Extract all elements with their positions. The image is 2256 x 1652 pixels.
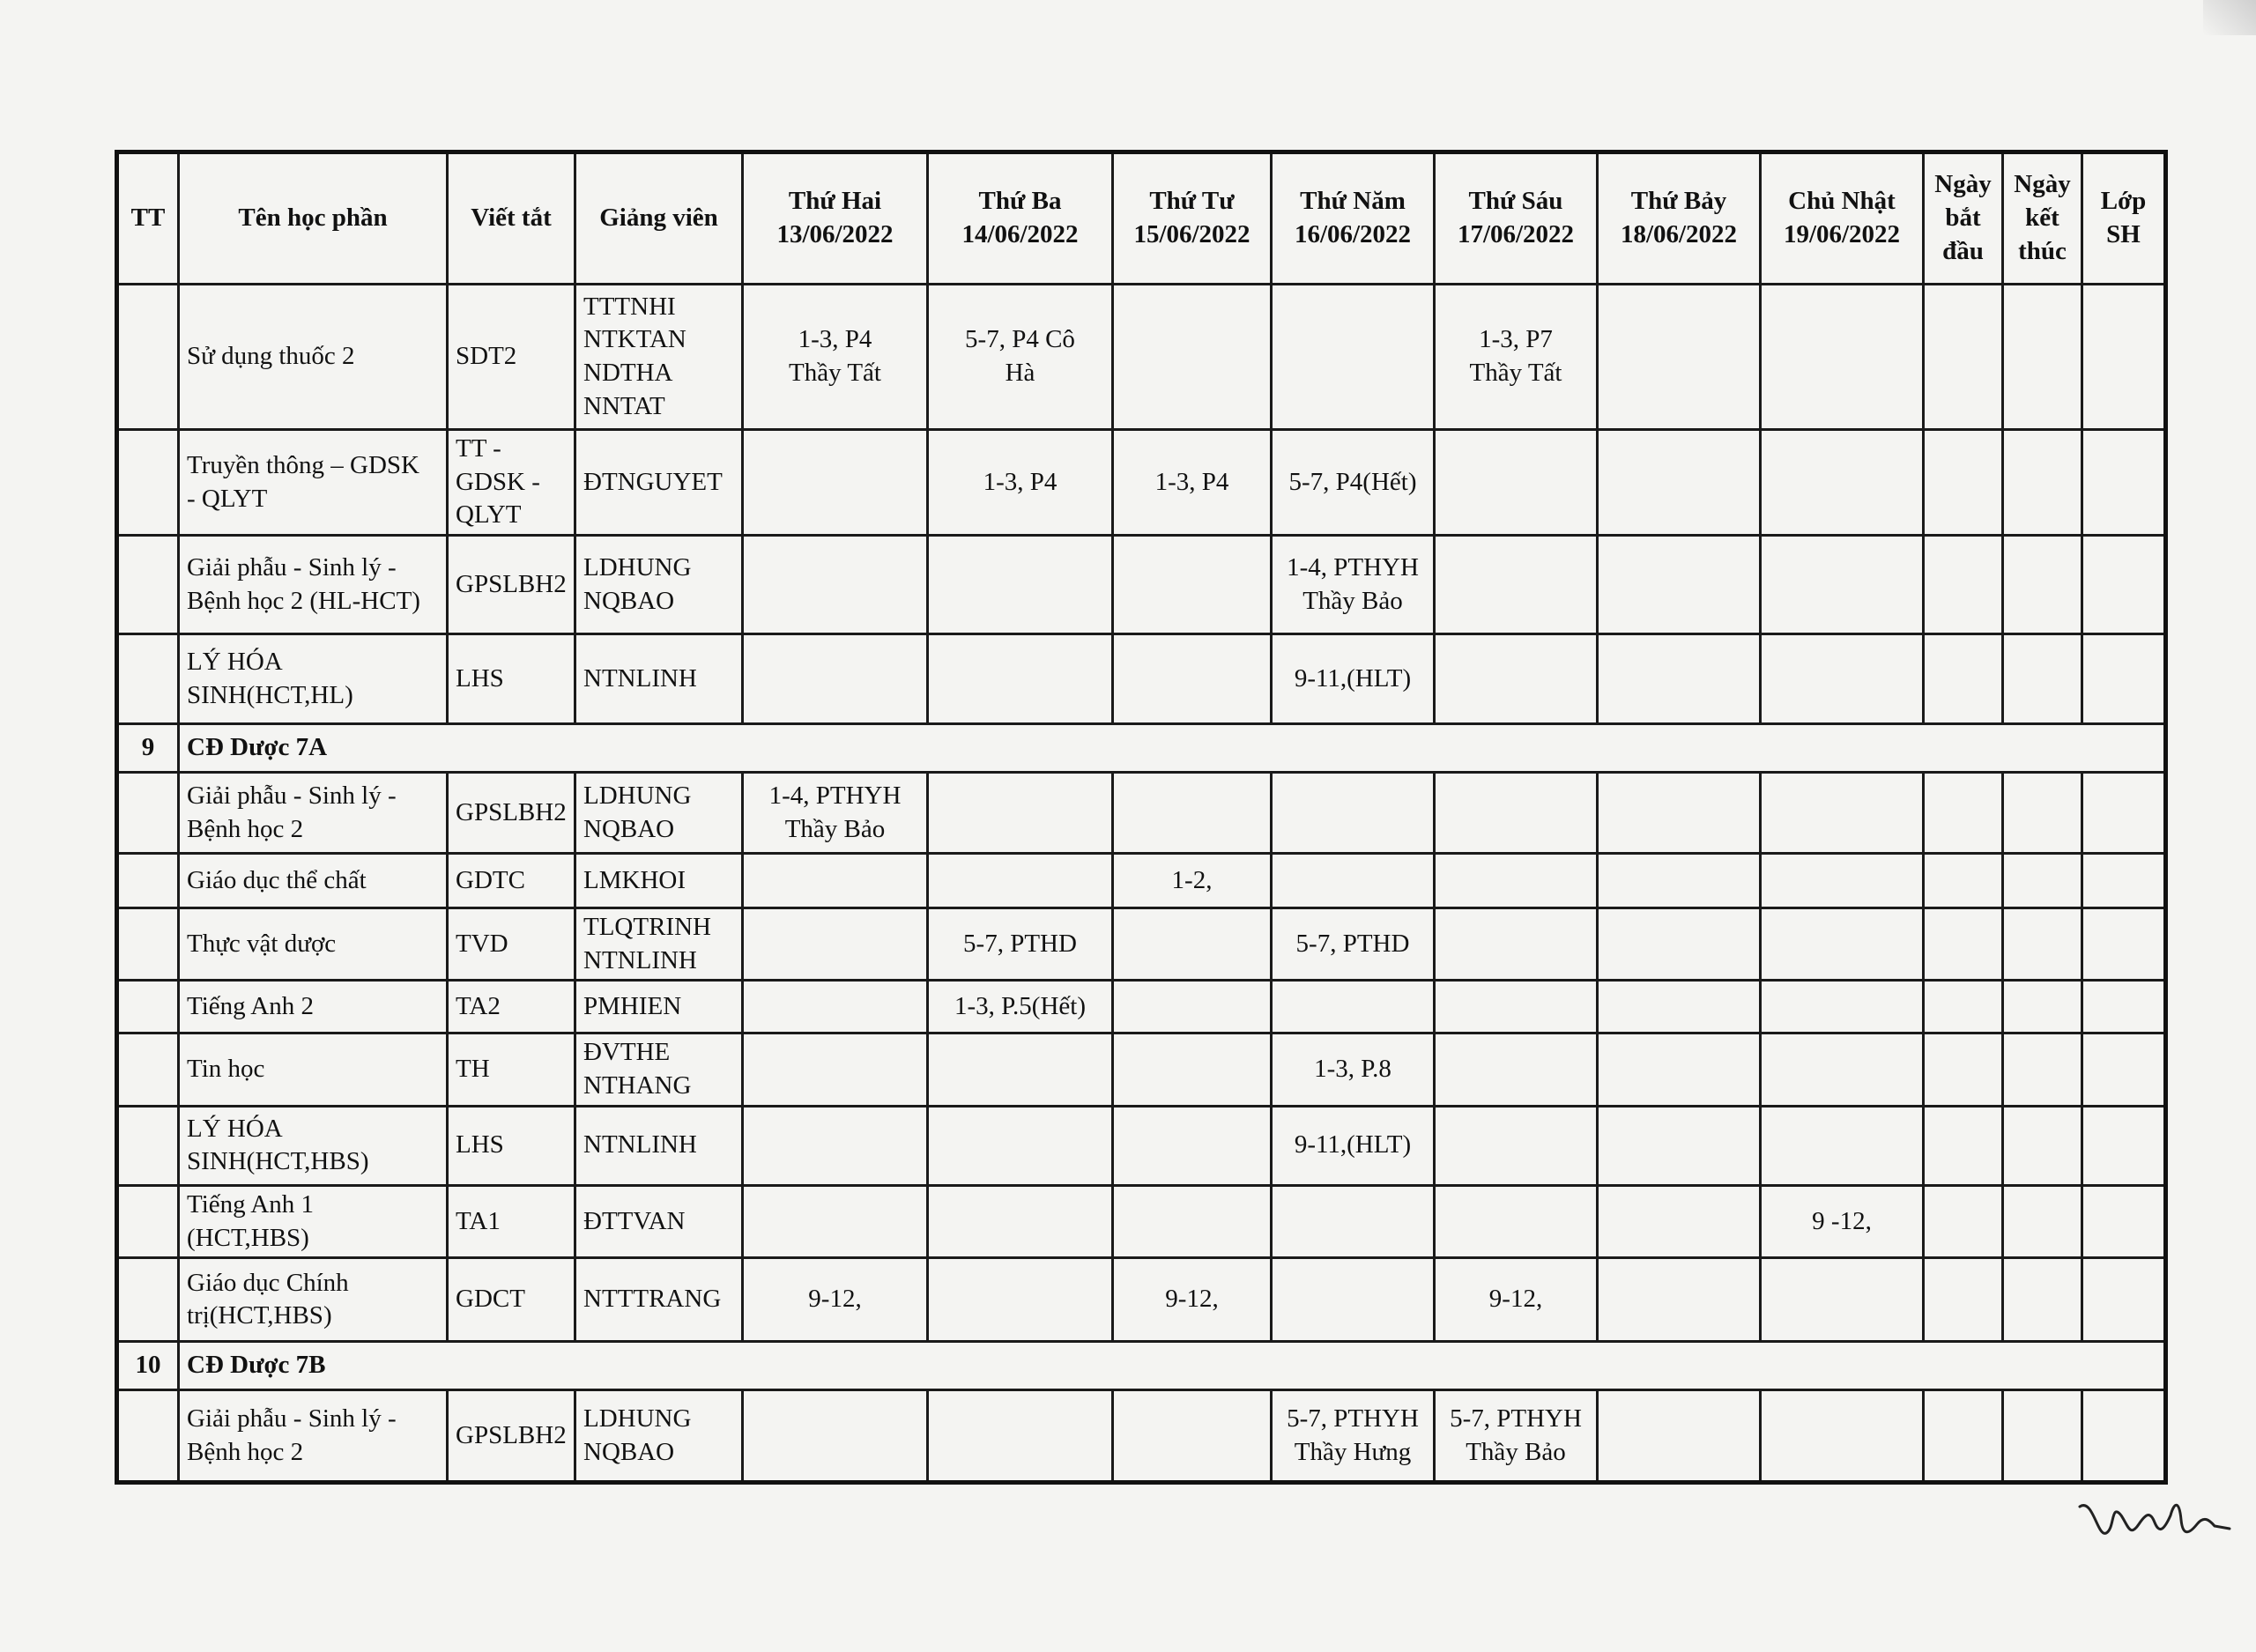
cell-end xyxy=(2003,854,2082,908)
cell-start xyxy=(1924,1185,2003,1257)
cell-mon xyxy=(743,981,928,1033)
cell-thu: 9-11,(HLT) xyxy=(1272,634,1435,724)
cell-tt xyxy=(117,634,179,724)
cell-course: Giải phẫu - Sinh lý - Bệnh học 2 (HL-HCT) xyxy=(179,536,448,634)
cell-end xyxy=(2003,1390,2082,1483)
cell-course: Giáo dục thể chất xyxy=(179,854,448,908)
cell-thu: 5-7, PTHYH Thầy Hưng xyxy=(1272,1390,1435,1483)
cell-class xyxy=(2082,854,2166,908)
cell-abbr: GPSLBH2 xyxy=(448,536,575,634)
cell-end xyxy=(2003,1033,2082,1106)
cell-mon xyxy=(743,430,928,536)
cell-fri xyxy=(1435,430,1598,536)
schedule-table xyxy=(115,150,2168,1485)
cell-fri xyxy=(1435,854,1598,908)
cell-fri: 9-12, xyxy=(1435,1258,1598,1342)
table-row xyxy=(117,1185,2166,1257)
cell-end xyxy=(2003,1258,2082,1342)
cell-course: Giải phẫu - Sinh lý - Bệnh học 2 xyxy=(179,773,448,854)
cell-wed xyxy=(1113,1185,1272,1257)
cell-lecturer: ĐTNGUYET xyxy=(575,430,743,536)
cell-lecturer: NTNLINH xyxy=(575,1106,743,1185)
cell-wed: 1-2, xyxy=(1113,854,1272,908)
cell-start xyxy=(1924,1033,2003,1106)
cell-tue xyxy=(928,634,1113,724)
table-row xyxy=(117,1106,2166,1185)
cell-wed: 1-3, P4 xyxy=(1113,430,1272,536)
cell-end xyxy=(2003,981,2082,1033)
cell-sat xyxy=(1598,1390,1761,1483)
cell-tue xyxy=(928,854,1113,908)
header-lecturer: Giảng viên xyxy=(575,152,743,285)
cell-class xyxy=(2082,430,2166,536)
cell-mon xyxy=(743,634,928,724)
cell-start xyxy=(1924,1106,2003,1185)
cell-mon: 9-12, xyxy=(743,1258,928,1342)
cell-sun xyxy=(1761,1390,1924,1483)
cell-sat xyxy=(1598,285,1761,430)
cell-sat xyxy=(1598,908,1761,981)
cell-start xyxy=(1924,981,2003,1033)
header-end-date: Ngày kết thúc xyxy=(2003,152,2082,285)
cell-class xyxy=(2082,981,2166,1033)
cell-class xyxy=(2082,536,2166,634)
table-row xyxy=(117,1258,2166,1342)
cell-lecturer: ĐTTVAN xyxy=(575,1185,743,1257)
cell-start xyxy=(1924,634,2003,724)
cell-tue xyxy=(928,1106,1113,1185)
cell-wed xyxy=(1113,1106,1272,1185)
cell-tue xyxy=(928,773,1113,854)
page-corner-shadow xyxy=(2203,0,2256,35)
cell-course: Tin học xyxy=(179,1033,448,1106)
cell-lecturer: TTTNHI NTKTAN NDTHA NNTAT xyxy=(575,285,743,430)
cell-abbr: TT - GDSK - QLYT xyxy=(448,430,575,536)
table-row xyxy=(117,981,2166,1033)
cell-course: Tiếng Anh 1 (HCT,HBS) xyxy=(179,1185,448,1257)
cell-sat xyxy=(1598,536,1761,634)
table-row xyxy=(117,430,2166,536)
cell-course: Truyền thông – GDSK - QLYT xyxy=(179,430,448,536)
table-row xyxy=(117,536,2166,634)
cell-tt xyxy=(117,773,179,854)
cell-tt xyxy=(117,854,179,908)
cell-tue: 1-3, P4 xyxy=(928,430,1113,536)
group-tt: 10 xyxy=(117,1342,179,1390)
cell-sun xyxy=(1761,1106,1924,1185)
header-course: Tên học phần xyxy=(179,152,448,285)
cell-abbr: GDTC xyxy=(448,854,575,908)
signature-scribble xyxy=(2075,1489,2234,1551)
cell-abbr: GPSLBH2 xyxy=(448,1390,575,1483)
cell-sat xyxy=(1598,1258,1761,1342)
cell-sun xyxy=(1761,908,1924,981)
cell-course: LÝ HÓA SINH(HCT,HL) xyxy=(179,634,448,724)
cell-tt xyxy=(117,430,179,536)
table-row xyxy=(117,773,2166,854)
cell-lecturer: PMHIEN xyxy=(575,981,743,1033)
cell-tt xyxy=(117,285,179,430)
cell-mon xyxy=(743,1033,928,1106)
cell-wed xyxy=(1113,285,1272,430)
cell-start xyxy=(1924,854,2003,908)
cell-course: LÝ HÓA SINH(HCT,HBS) xyxy=(179,1106,448,1185)
cell-lecturer: NTTTRANG xyxy=(575,1258,743,1342)
cell-fri xyxy=(1435,1185,1598,1257)
cell-wed xyxy=(1113,1390,1272,1483)
cell-start xyxy=(1924,285,2003,430)
cell-end xyxy=(2003,908,2082,981)
cell-tue xyxy=(928,536,1113,634)
table-row xyxy=(117,908,2166,981)
cell-abbr: LHS xyxy=(448,634,575,724)
group-row-10 xyxy=(117,1342,2166,1390)
cell-thu xyxy=(1272,1258,1435,1342)
cell-lecturer: ĐVTHE NTHANG xyxy=(575,1033,743,1106)
cell-class xyxy=(2082,1033,2166,1106)
cell-class xyxy=(2082,908,2166,981)
cell-sun xyxy=(1761,773,1924,854)
group-title: CĐ Dược 7B xyxy=(179,1342,2166,1390)
cell-class xyxy=(2082,1185,2166,1257)
cell-thu xyxy=(1272,1185,1435,1257)
cell-sat xyxy=(1598,634,1761,724)
cell-start xyxy=(1924,1258,2003,1342)
cell-sun xyxy=(1761,981,1924,1033)
header-day-mon: Thứ Hai 13/06/2022 xyxy=(743,152,928,285)
cell-mon xyxy=(743,854,928,908)
cell-class xyxy=(2082,773,2166,854)
cell-fri xyxy=(1435,1033,1598,1106)
cell-tue: 5-7, P4 Cô Hà xyxy=(928,285,1113,430)
cell-fri xyxy=(1435,773,1598,854)
cell-class xyxy=(2082,634,2166,724)
cell-class xyxy=(2082,285,2166,430)
cell-start xyxy=(1924,773,2003,854)
cell-fri xyxy=(1435,634,1598,724)
cell-sun xyxy=(1761,1033,1924,1106)
cell-abbr: SDT2 xyxy=(448,285,575,430)
cell-sat xyxy=(1598,430,1761,536)
cell-mon: 1-3, P4 Thầy Tất xyxy=(743,285,928,430)
cell-end xyxy=(2003,773,2082,854)
group-row-9 xyxy=(117,724,2166,773)
cell-sat xyxy=(1598,1033,1761,1106)
cell-end xyxy=(2003,1106,2082,1185)
cell-abbr: TH xyxy=(448,1033,575,1106)
header-day-sun: Chủ Nhật 19/06/2022 xyxy=(1761,152,1924,285)
cell-tue: 1-3, P.5(Hết) xyxy=(928,981,1113,1033)
cell-mon xyxy=(743,536,928,634)
cell-wed xyxy=(1113,1033,1272,1106)
cell-fri xyxy=(1435,908,1598,981)
cell-thu xyxy=(1272,773,1435,854)
cell-tue xyxy=(928,1390,1113,1483)
table-row xyxy=(117,1390,2166,1483)
header-day-thu: Thứ Năm 16/06/2022 xyxy=(1272,152,1435,285)
cell-mon xyxy=(743,908,928,981)
cell-thu: 1-3, P.8 xyxy=(1272,1033,1435,1106)
cell-mon xyxy=(743,1106,928,1185)
cell-fri xyxy=(1435,1106,1598,1185)
header-day-fri: Thứ Sáu 17/06/2022 xyxy=(1435,152,1598,285)
group-title: CĐ Dược 7A xyxy=(179,724,2166,773)
cell-thu: 1-4, PTHYH Thầy Bảo xyxy=(1272,536,1435,634)
header-start-date: Ngày bắt đầu xyxy=(1924,152,2003,285)
cell-lecturer: LDHUNG NQBAO xyxy=(575,1390,743,1483)
cell-mon xyxy=(743,1390,928,1483)
cell-sun xyxy=(1761,285,1924,430)
cell-tt xyxy=(117,1390,179,1483)
cell-wed xyxy=(1113,773,1272,854)
cell-abbr: GDCT xyxy=(448,1258,575,1342)
cell-mon: 1-4, PTHYH Thầy Bảo xyxy=(743,773,928,854)
cell-wed: 9-12, xyxy=(1113,1258,1272,1342)
cell-sun xyxy=(1761,854,1924,908)
cell-lecturer: NTNLINH xyxy=(575,634,743,724)
cell-abbr: TA1 xyxy=(448,1185,575,1257)
cell-tue: 5-7, PTHD xyxy=(928,908,1113,981)
cell-tt xyxy=(117,1106,179,1185)
cell-class xyxy=(2082,1106,2166,1185)
table-row xyxy=(117,1033,2166,1106)
cell-lecturer: TLQTRINH NTNLINH xyxy=(575,908,743,981)
cell-course: Giải phẫu - Sinh lý - Bệnh học 2 xyxy=(179,1390,448,1483)
cell-end xyxy=(2003,430,2082,536)
header-abbr: Viết tắt xyxy=(448,152,575,285)
cell-sun xyxy=(1761,430,1924,536)
cell-mon xyxy=(743,1185,928,1257)
cell-lecturer: LMKHOI xyxy=(575,854,743,908)
cell-abbr: TVD xyxy=(448,908,575,981)
cell-lecturer: LDHUNG NQBAO xyxy=(575,536,743,634)
cell-tue xyxy=(928,1185,1113,1257)
cell-sun xyxy=(1761,536,1924,634)
cell-abbr: LHS xyxy=(448,1106,575,1185)
header-day-sat: Thứ Bảy 18/06/2022 xyxy=(1598,152,1761,285)
header-day-wed: Thứ Tư 15/06/2022 xyxy=(1113,152,1272,285)
cell-fri xyxy=(1435,536,1598,634)
cell-course: Tiếng Anh 2 xyxy=(179,981,448,1033)
cell-end xyxy=(2003,285,2082,430)
cell-tt xyxy=(117,536,179,634)
header-class: Lớp SH xyxy=(2082,152,2166,285)
cell-start xyxy=(1924,1390,2003,1483)
cell-wed xyxy=(1113,908,1272,981)
cell-abbr: TA2 xyxy=(448,981,575,1033)
cell-tt xyxy=(117,1033,179,1106)
cell-tt xyxy=(117,981,179,1033)
cell-tt xyxy=(117,1185,179,1257)
table-row xyxy=(117,285,2166,430)
cell-sun: 9 -12, xyxy=(1761,1185,1924,1257)
cell-end xyxy=(2003,1185,2082,1257)
cell-end xyxy=(2003,634,2082,724)
table-row xyxy=(117,854,2166,908)
cell-wed xyxy=(1113,634,1272,724)
cell-tue xyxy=(928,1258,1113,1342)
cell-start xyxy=(1924,430,2003,536)
table-row xyxy=(117,634,2166,724)
cell-wed xyxy=(1113,981,1272,1033)
cell-thu xyxy=(1272,285,1435,430)
cell-lecturer: LDHUNG NQBAO xyxy=(575,773,743,854)
cell-sat xyxy=(1598,1106,1761,1185)
cell-fri: 1-3, P7 Thầy Tất xyxy=(1435,285,1598,430)
cell-start xyxy=(1924,908,2003,981)
cell-class xyxy=(2082,1258,2166,1342)
cell-tt xyxy=(117,908,179,981)
cell-tt xyxy=(117,1258,179,1342)
header-tt: TT xyxy=(117,152,179,285)
cell-start xyxy=(1924,536,2003,634)
group-tt: 9 xyxy=(117,724,179,773)
cell-thu xyxy=(1272,981,1435,1033)
cell-thu xyxy=(1272,854,1435,908)
cell-fri xyxy=(1435,981,1598,1033)
header-day-tue: Thứ Ba 14/06/2022 xyxy=(928,152,1113,285)
cell-sun xyxy=(1761,634,1924,724)
cell-end xyxy=(2003,536,2082,634)
cell-sun xyxy=(1761,1258,1924,1342)
cell-sat xyxy=(1598,854,1761,908)
cell-tue xyxy=(928,1033,1113,1106)
cell-sat xyxy=(1598,981,1761,1033)
cell-fri: 5-7, PTHYH Thầy Bảo xyxy=(1435,1390,1598,1483)
cell-class xyxy=(2082,1390,2166,1483)
cell-course: Sử dụng thuốc 2 xyxy=(179,285,448,430)
cell-thu: 5-7, P4(Hết) xyxy=(1272,430,1435,536)
cell-course: Thực vật dược xyxy=(179,908,448,981)
cell-course: Giáo dục Chính trị(HCT,HBS) xyxy=(179,1258,448,1342)
cell-thu: 5-7, PTHD xyxy=(1272,908,1435,981)
header-row xyxy=(117,152,2166,285)
cell-wed xyxy=(1113,536,1272,634)
cell-abbr: GPSLBH2 xyxy=(448,773,575,854)
cell-sat xyxy=(1598,773,1761,854)
cell-thu: 9-11,(HLT) xyxy=(1272,1106,1435,1185)
cell-sat xyxy=(1598,1185,1761,1257)
